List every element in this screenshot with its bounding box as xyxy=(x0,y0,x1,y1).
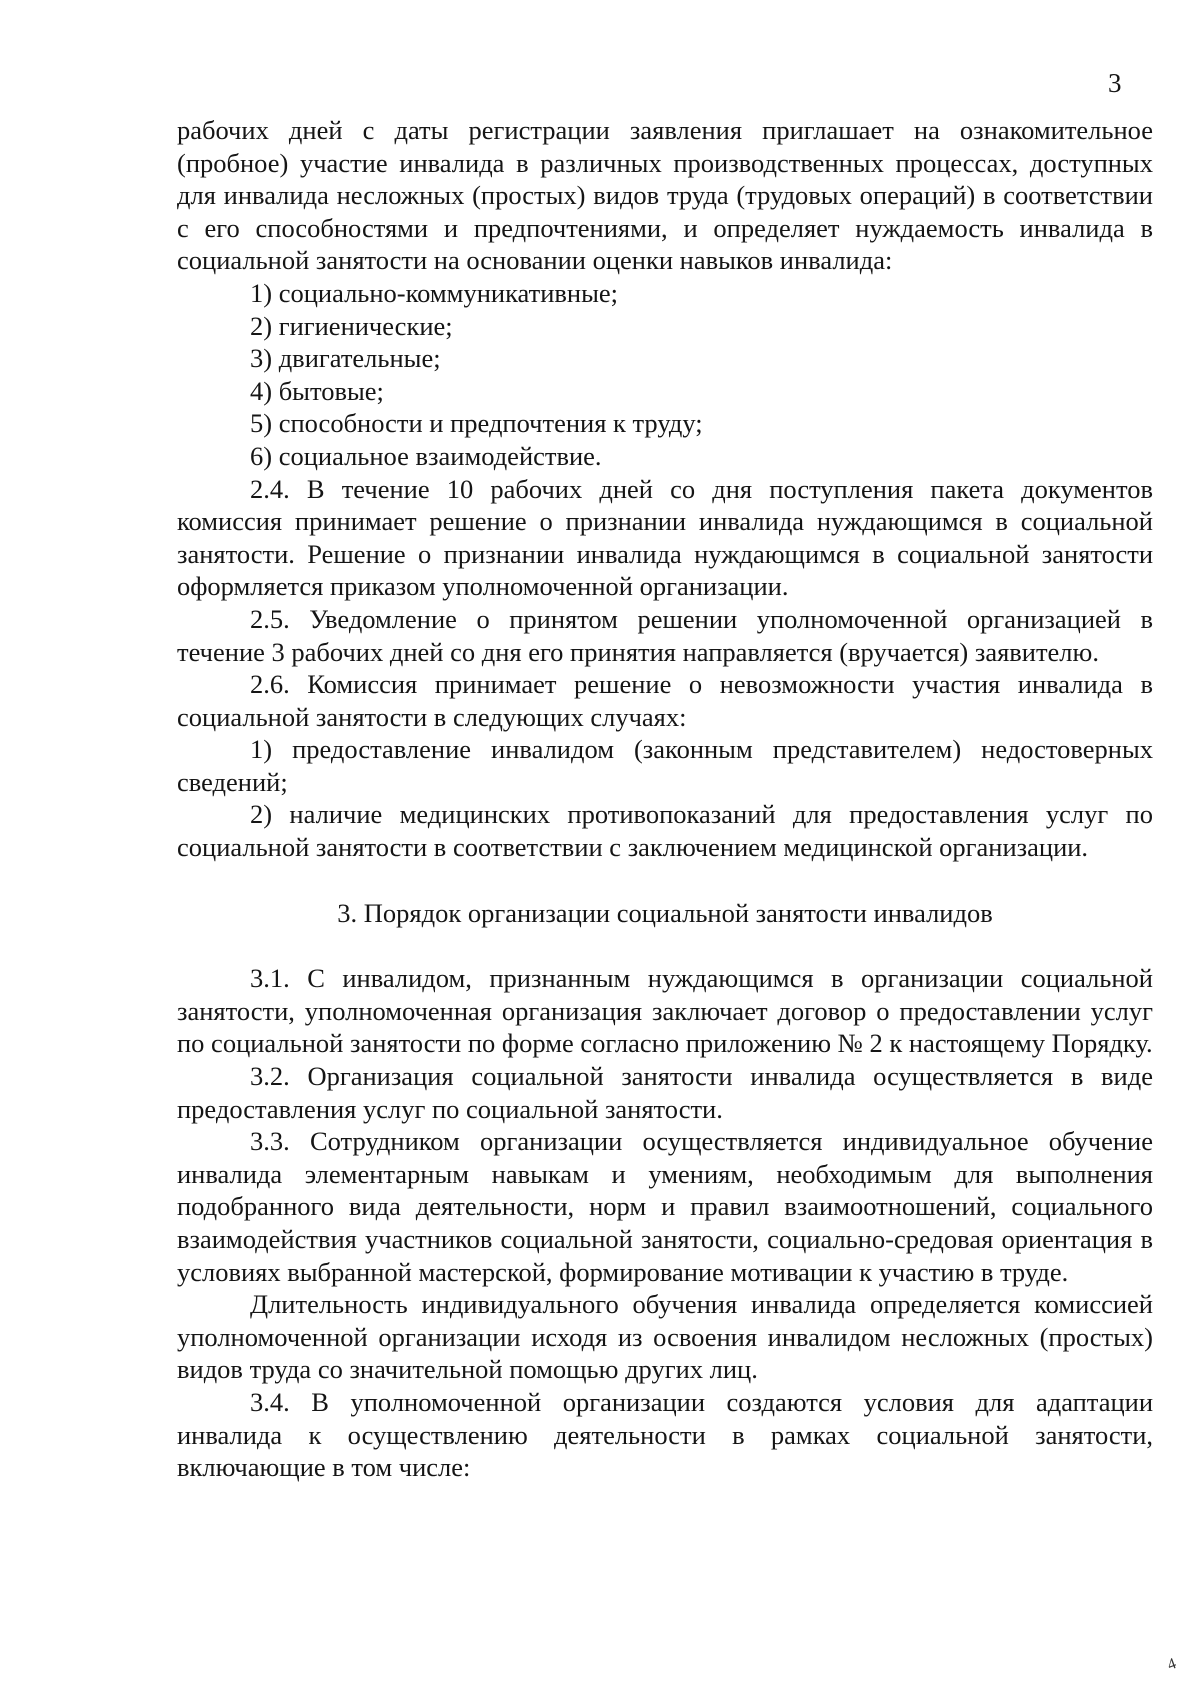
paragraph-case-2: 2) наличие медицинских противопоказаний для предоставления услуг по социальной занятости в соответствии с заключением медицинской организации. xyxy=(177,799,1153,863)
corner-handwritten-mark: 4 xyxy=(1165,1655,1179,1674)
paragraph-p-3-1: 3.1. С инвалидом, признанным нуждающимся в организации социальной занятости, уполномоченная организация заключает договор о предоставлении услуг по социальной занятости по форме согласно приложению № 2 к настоящему Порядку. xyxy=(177,963,1153,1059)
paragraph-skill-3: 3) двигательные; xyxy=(250,343,441,374)
document-body xyxy=(177,114,1153,1484)
paragraph-p-duration: Длительность индивидуального обучения инвалида определяется комиссией уполномоченной организации исходя из освоения инвалидом несложных (простых) видов труда со значительной помощью других лиц. xyxy=(177,1289,1153,1385)
paragraph-p-2-4: 2.4. В течение 10 рабочих дней со дня поступления пакета документов комиссия принимает решение о признании инвалида нуждающимся в социальной занятости. Решение о признании инвалида нуждающимся в социальной занятости оформляется приказом уполномоченной организации. xyxy=(177,473,1153,602)
paragraph-skill-4: 4) бытовые; xyxy=(250,375,384,406)
paragraph-p-3-2: 3.2. Организация социальной занятости инвалида осуществляется в виде предоставления услуг по социальной занятости. xyxy=(177,1061,1153,1124)
page-number: 3 xyxy=(1108,68,1122,98)
paragraph-p-3-4: 3.4. В уполномоченной организации создаются условия для адаптации инвалида к осуществлению деятельности в рамках социальной занятости, включающие в том числе: xyxy=(177,1386,1153,1483)
paragraph-case-1: 1) предоставление инвалидом (законным представителем) недостоверных сведений; xyxy=(177,734,1153,797)
paragraph-skill-2: 2) гигиенические; xyxy=(250,310,453,341)
section-heading: 3. Порядок организации социальной занятости инвалидов xyxy=(337,897,993,928)
paragraph-skill-6: 6) социальное взаимодействие. xyxy=(250,440,602,471)
paragraph-p-2-6: 2.6. Комиссия принимает решение о невозможности участия инвалида в социальной занятости в следующих случаях: xyxy=(177,669,1153,732)
paragraph-p-3-3: 3.3. Сотрудником организации осуществляется индивидуальное обучение инвалида элементарным навыкам и умениям, необходимым для выполнения подобранного вида деятельности, норм и правил взаимоотношений, социального взаимодействия участников социальной занятости, социально-средовая ориентация в условиях выбранной мастерской, формирование мотивации к участию в труде. xyxy=(177,1126,1153,1287)
paragraph-skill-1: 1) социально-коммуникативные; xyxy=(250,277,618,308)
paragraph-p-2-5: 2.5. Уведомление о принятом решении уполномоченной организацией в течение 3 рабочих дней со дня его принятия направляется (вручается) заявителю. xyxy=(177,603,1153,667)
paragraph-p-cont: рабочих дней с даты регистрации заявления приглашает на ознакомительное (пробное) участие инвалида в различных производственных процессах, доступных для инвалида несложных (простых) видов труда (трудовых операций) в соответствии с его способностями и предпочтениями, и определяет нуждаемость инвалида в социальной занятости на основании оценки навыков инвалида: xyxy=(177,115,1153,276)
section-3-body xyxy=(177,962,1153,1484)
paragraph-skill-5: 5) способности и предпочтения к труду; xyxy=(250,408,703,439)
section-2-continuation xyxy=(177,114,1153,864)
